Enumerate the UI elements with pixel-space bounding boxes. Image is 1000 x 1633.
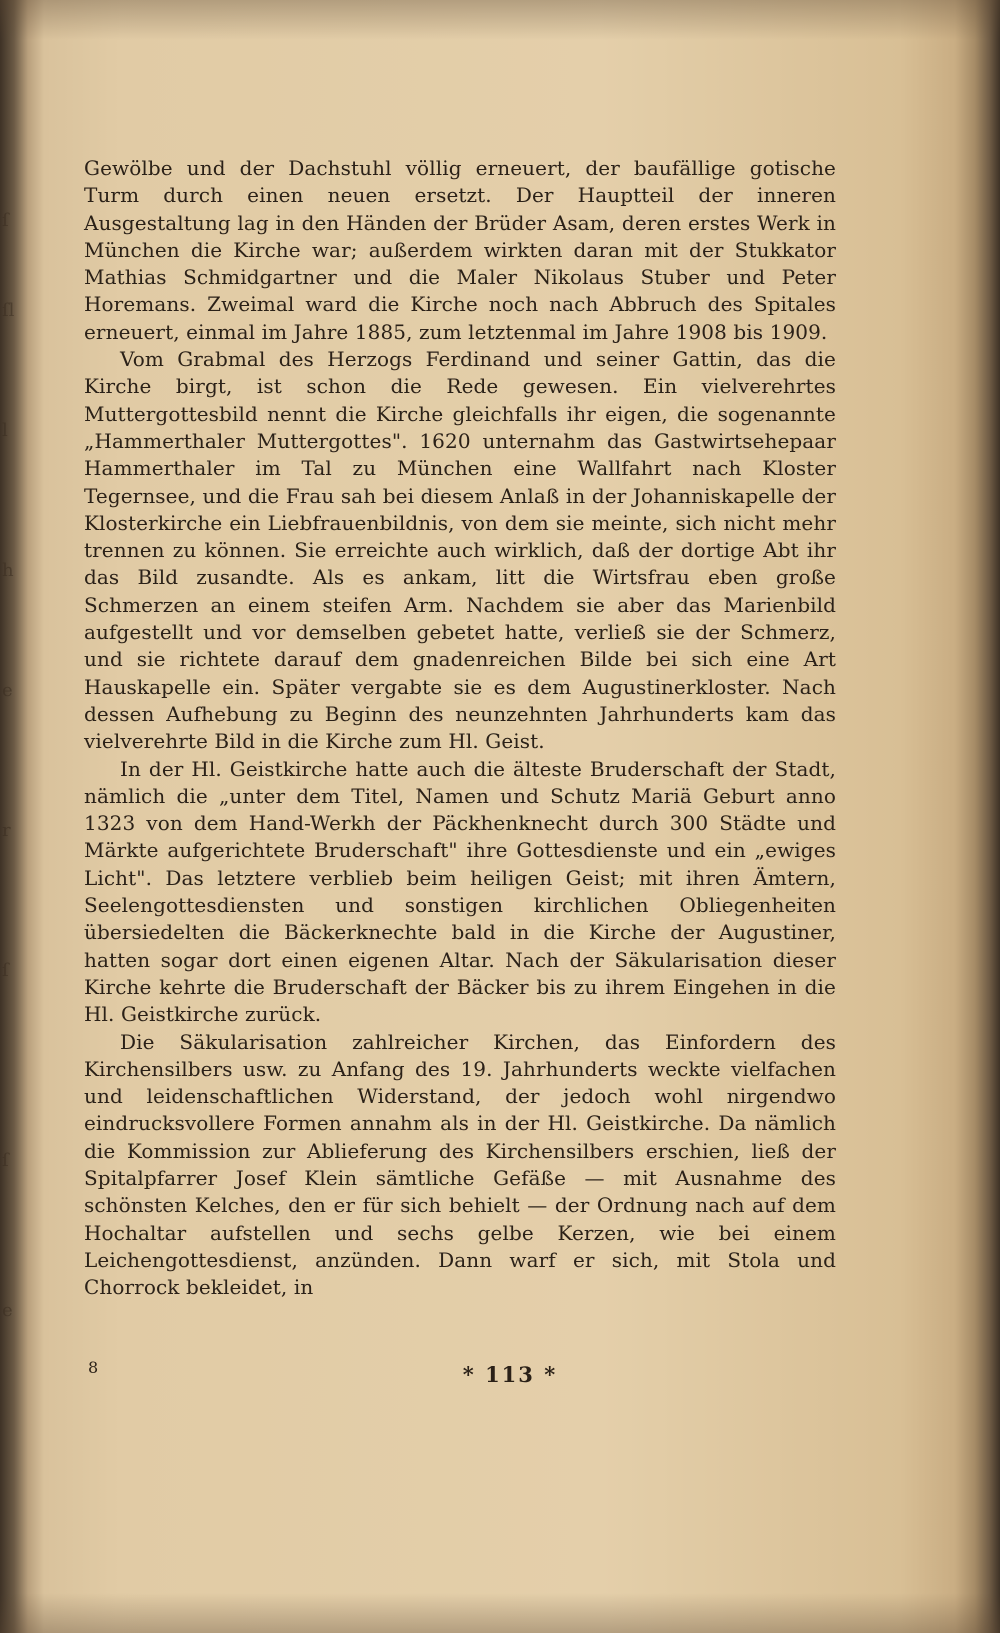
- page-edge-shadow-bottom: [0, 1593, 1000, 1633]
- page-edge-shadow-top: [0, 0, 1000, 40]
- paragraph: In der Hl. Geistkirche hatte auch die älteste Bruderschaft der Stadt, nämlich die „unter dem Titel, Namen und Schutz Mariä Geburt anno 1323 von dem Hand-Werkh der Päckhenknecht durch 300 Städte und Märkte aufgerichtete Bruderschaft" ihre Gottesdienste und ein „ewiges Licht". Das letztere verblieb beim heiligen Geist; mit ihren Ämtern, Seelengottesdiensten und sonstigen kirchlichen Obliegenheiten übersiedelten die Bäckerknechte bald in die Kirche der Augustiner, hatten sogar dort einen eigenen Altar. Nach der Säkularisation dieser Kirche kehrte die Bruderschaft der Bäcker bis zu ihrem Eingehen in die Hl. Geistkirche zurück.: [84, 756, 836, 1027]
- paragraph: Vom Grabmal des Herzogs Ferdinand und seiner Gattin, das die Kirche birgt, ist schon die Rede gewesen. Ein vielverehrtes Muttergottesbild nennt die Kirche gleichfalls ihr eigen, die sogenannte „Hammerthaler Muttergottes". 1620 unternahm das Gastwirtsehepaar Hammerthaler im Tal zu München eine Wallfahrt nach Kloster Tegernsee, und die Frau sah bei diesem Anlaß in der Johanniskapelle der Klosterkirche ein Liebfrauenbildnis, von dem sie meinte, sich nicht mehr trennen zu können. Sie erreichte auch wirklich, daß der dortige Abt ihr das Bild zusandte. Als es ankam, litt die Wirtsfrau eben große Schmerzen an einem steifen Arm. Nachdem sie aber das Marienbild aufgestellt und vor demselben gebetet hatte, verließ sie der Schmerz, und sie richtete darauf dem gnadenreichen Bilde bei sich eine Art Hauskapelle ein. Später vergabte sie es dem Augustinerkloster. Nach dessen Aufhebung zu Beginn des neunzehnten Jahrhunderts kam das vielverehrte Bild in die Kirche zum Hl. Geist.: [84, 347, 836, 754]
- paragraph: Die Säkularisation zahlreicher Kirchen, das Einfordern des Kirchensilbers usw. zu Anfang des 19. Jahrhunderts weckte vielfachen und leidenschaftlichen Widerstand, der jedoch wohl nirgendwo eindrucksvollere Formen annahm als in der Hl. Geistkirche. Da nämlich die Kommission zur Ablieferung des Kirchensilbers erschien, ließ der Spitalpfarrer Josef Klein sämtliche Gefäße — mit Ausnahme des schönsten Kelches, den er für sich behielt — der Ordnung nach auf dem Hochaltar aufstellen und sechs gelbe Kerzen, wie bei einem Leichengottesdienst, anzünden. Dann warf er sich, mit Stola und Chorrock bekleidet, in: [84, 1029, 836, 1300]
- page-number: * 113 *: [462, 1362, 558, 1387]
- signature-mark: 8: [88, 1358, 99, 1377]
- body-text: [84, 155, 836, 1301]
- paragraph: Gewölbe und der Dachstuhl völlig erneuert, der baufällige gotische Turm durch einen neuen ersetzt. Der Hauptteil der inneren Ausgestaltung lag in den Händen der Brüder Asam, deren erstes Werk in München die Kirche war; außerdem wirkten daran mit der Stukkator Mathias Schmidgartner und die Maler Nikolaus Stuber und Peter Horemans. Zweimal ward die Kirche noch nach Abbruch des Spitales erneuert, einmal im Jahre 1885, zum letztenmal im Jahre 1908 bis 1909.: [84, 156, 836, 344]
- adjacent-page-bleed: ſ ſl l h e r ſ ſ e: [2, 210, 15, 1321]
